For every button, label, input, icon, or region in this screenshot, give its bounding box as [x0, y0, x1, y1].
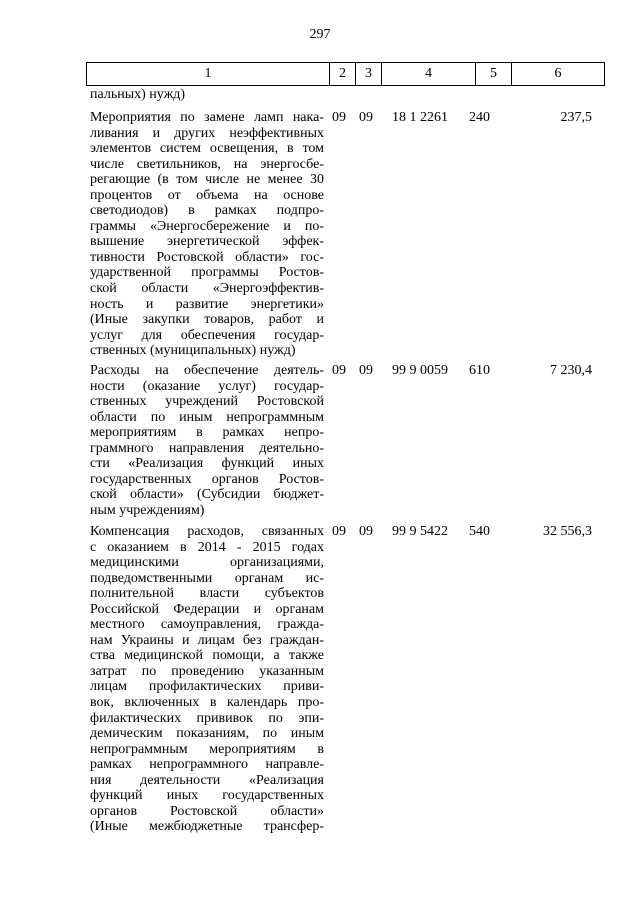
description-line: ности (оказание услуг) государ-: [90, 378, 324, 394]
subsection-code: 09: [359, 524, 373, 539]
column-header-4: 4: [382, 63, 476, 86]
subsection-code: 09: [359, 363, 373, 378]
description-line: филактических прививок по эпи-: [90, 710, 324, 726]
description-line: затрат по проведению указанным: [90, 663, 324, 679]
description-line: процентов от объема на основе: [90, 187, 324, 203]
continuation-text: пальных) нужд): [90, 87, 186, 102]
target-article-code: 99 9 5422: [392, 524, 448, 539]
description-line: вышение энергетической эффек-: [90, 234, 324, 250]
section-code: 09: [332, 363, 346, 378]
description-line: области по иным непрограммным: [90, 409, 324, 425]
amount: 32 556,3: [543, 524, 592, 539]
description-line: Расходы на обеспечение деятель-: [90, 363, 324, 378]
description-line: светодиодов) в рамках подпро-: [90, 203, 324, 219]
description-line: полнительной власти субъектов: [90, 586, 324, 602]
description-line: сти «Реализация функций иных: [90, 456, 324, 472]
description-line: органов Ростовской области»: [90, 803, 324, 819]
row-description: [90, 110, 324, 359]
description-line: ственных учреждений Ростовской: [90, 394, 324, 410]
column-header-row: [86, 62, 605, 86]
column-header-2: 2: [330, 63, 356, 86]
description-line: вок, включенных в календарь про-: [90, 695, 324, 711]
description-line: Мероприятия по замене ламп нака-: [90, 110, 324, 125]
description-line: мероприятиям в рамках непро-: [90, 425, 324, 441]
row-description: [90, 363, 324, 518]
description-line: ливания и других неэффективных: [90, 125, 324, 141]
description-line: ударственной программы Ростов-: [90, 265, 324, 281]
description-line: услуг для обеспечения государ-: [90, 327, 324, 343]
description-line: местного самоуправления, гражда-: [90, 617, 324, 633]
description-line: тивности Ростовской области» гос-: [90, 249, 324, 265]
description-line: рамках непрограммного направле-: [90, 757, 324, 773]
column-header-6: 6: [512, 63, 605, 86]
column-header-1: 1: [87, 63, 330, 86]
target-article-code: 99 9 0059: [392, 363, 448, 378]
description-line: подведомственными органам ис-: [90, 570, 324, 586]
column-header-3: 3: [356, 63, 382, 86]
description-line: непрограммным мероприятиям в: [90, 741, 324, 757]
description-line: с оказанием в 2014 - 2015 годах: [90, 539, 324, 555]
expense-type-code: 610: [469, 363, 490, 378]
description-line: государственных органов Ростов-: [90, 471, 324, 487]
description-line: нам Украины и лицам без граждан-: [90, 632, 324, 648]
description-line: числе светильников, на энергосбе-: [90, 156, 324, 172]
subsection-code: 09: [359, 110, 373, 125]
amount: 237,5: [560, 110, 592, 125]
description-line: Российской Федерации и органам: [90, 601, 324, 617]
description-line: ния деятельности «Реализация: [90, 772, 324, 788]
description-line: регающие (в том числе не менее 30: [90, 172, 324, 188]
row-description: [90, 524, 324, 835]
section-code: 09: [332, 524, 346, 539]
target-article-code: 18 1 2261: [392, 110, 448, 125]
description-line: граммного направления деятельно-: [90, 440, 324, 456]
expense-type-code: 540: [469, 524, 490, 539]
description-line: (Иные межбюджетные трансфер-: [90, 819, 324, 835]
page-number: 297: [309, 27, 331, 42]
description-line: демическим показаниям, по иным: [90, 726, 324, 742]
column-header-5: 5: [476, 63, 512, 86]
description-line: Компенсация расходов, связанных: [90, 524, 324, 539]
description-line: ской области «Энергоэффектив-: [90, 281, 324, 297]
description-line: ность и развитие энергетики»: [90, 296, 324, 312]
description-line: граммы «Энергосбережение и по-: [90, 218, 324, 234]
description-line: ственных (муниципальных) нужд): [90, 343, 296, 359]
amount: 7 230,4: [550, 363, 592, 378]
description-line: лицам профилактических приви-: [90, 679, 324, 695]
description-line: функций иных государственных: [90, 788, 324, 804]
expense-type-code: 240: [469, 110, 490, 125]
description-line: ской области» (Субсидии бюджет-: [90, 487, 324, 503]
description-line: медицинскими организациями,: [90, 555, 324, 571]
description-line: ства медицинской помощи, а также: [90, 648, 324, 664]
description-line: (Иные закупки товаров, работ и: [90, 312, 324, 328]
description-line: ным учреждениям): [90, 502, 205, 518]
description-line: элементов систем освещения, в том: [90, 141, 324, 157]
section-code: 09: [332, 110, 346, 125]
